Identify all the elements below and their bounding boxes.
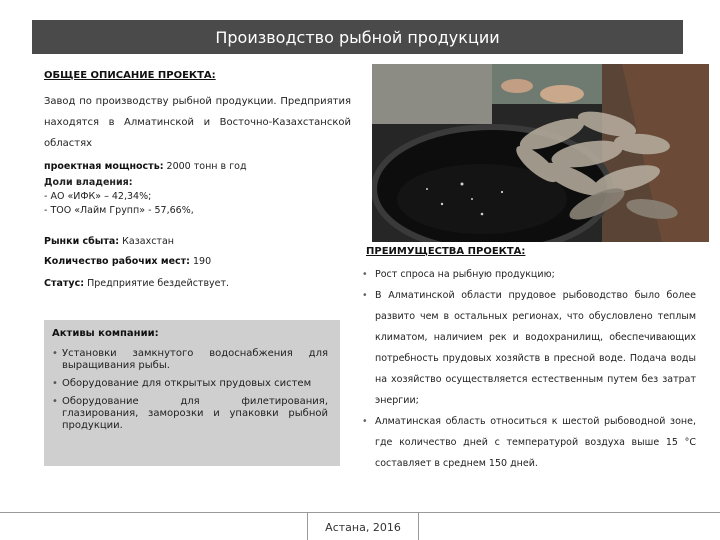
advantages-heading: ПРЕИМУЩЕСТВА ПРОЕКТА: xyxy=(366,246,526,257)
ownership-item: - АО «ИФК» – 42,34%; xyxy=(44,191,152,202)
assets-list xyxy=(52,348,328,438)
description-heading: ОБЩЕЕ ОПИСАНИЕ ПРОЕКТА: xyxy=(44,70,216,81)
advantages-list xyxy=(360,264,696,474)
asset-item: • Установки замкнутого водоснабжения для выращивания рыбы. xyxy=(52,348,328,372)
footer-text: Астана, 2016 xyxy=(325,521,401,534)
slide-title: Производство рыбной продукции xyxy=(32,20,683,54)
markets-value: Казахстан xyxy=(122,236,174,247)
advantage-item: • В Алматинской области прудовое рыбоводство было более развито чем в остальных регионах, что обусловлено теплым климатом, наличием рек и водохранилищ, обеспечивающих потребность прудовых хозяйств в пресной воде. Подача воды на хозяйство осуществляется естественным путем без затрат энергии; xyxy=(360,285,696,411)
jobs-value: 190 xyxy=(193,256,212,267)
jobs-label: Количество рабочих мест: xyxy=(44,256,190,267)
description-text: Завод по производству рыбной продукции. Предприятия находятся в Алматинской и Восточно-Казахстанской областях xyxy=(44,96,351,149)
capacity-label: проектная мощность: xyxy=(44,161,164,172)
ownership-label: Доли владения: xyxy=(44,177,133,188)
ownership-item: - ТОО «Лайм Групп» - 57,66%, xyxy=(44,205,194,216)
fish-photo xyxy=(372,64,709,242)
status-value: Предприятие бездействует. xyxy=(87,278,230,289)
capacity-value: 2000 тонн в год xyxy=(166,161,247,172)
markets-line xyxy=(44,236,174,247)
asset-item: • Оборудование для филетирования, глазирования, заморозки и упаковки рыбной продукции. xyxy=(52,396,328,432)
markets-label: Рынки сбыта: xyxy=(44,236,120,247)
ownership-block xyxy=(44,176,194,218)
advantage-item: • Рост спроса на рыбную продукцию; xyxy=(360,264,696,285)
footer xyxy=(307,512,419,540)
assets-heading: Активы компании: xyxy=(52,328,159,339)
capacity-line xyxy=(44,161,247,172)
advantage-item: • Алматинская область относиться к шестой рыбоводной зоне, где количество дней с температурой воздуха выше 15 °С составляет в среднем 150 дней. xyxy=(360,411,696,474)
status-line xyxy=(44,278,229,289)
jobs-line xyxy=(44,256,211,267)
assets-box xyxy=(44,320,340,466)
status-label: Статус: xyxy=(44,278,85,289)
asset-item: • Оборудование для открытых прудовых систем xyxy=(52,378,328,390)
